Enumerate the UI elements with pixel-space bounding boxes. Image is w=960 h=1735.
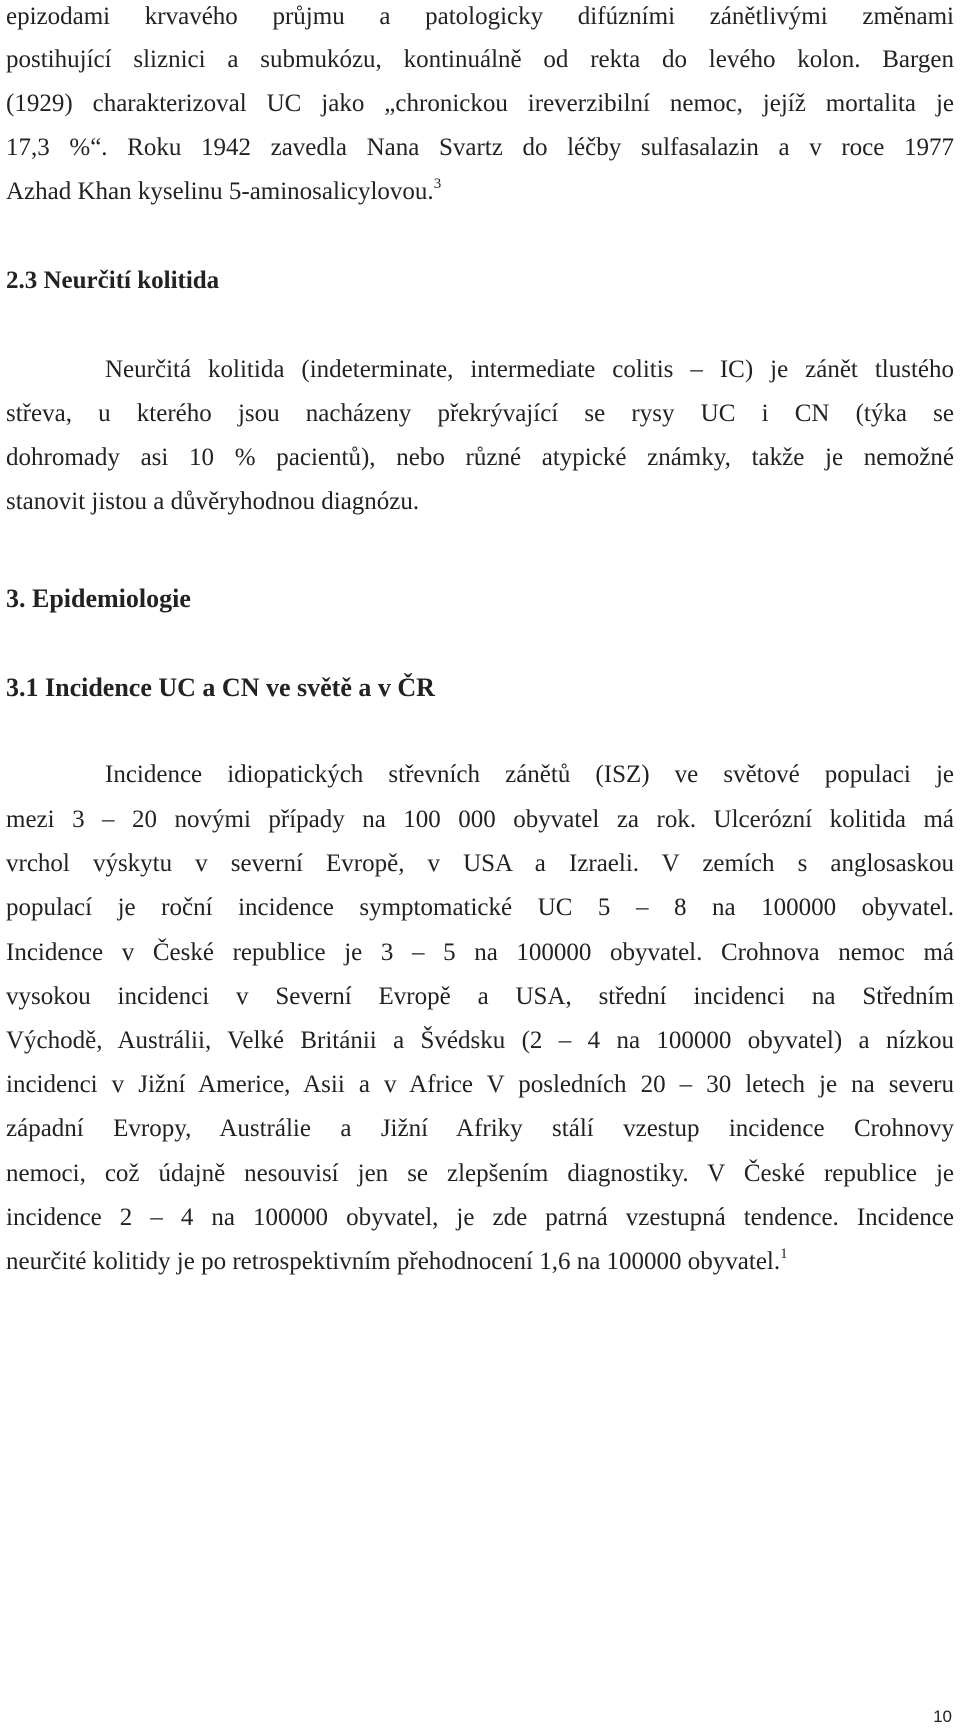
- footnote-ref: 3: [433, 177, 442, 192]
- paragraph-line-last-text: neurčité kolitidy je po retrospektivním přehodnocení 1,6 na 100000 obyvatel.: [6, 1248, 781, 1275]
- paragraph-line: Neurčitá kolitida (indeterminate, intermediate colitis – IC) je zánět tlustého: [105, 356, 954, 383]
- paragraph-line: incidence 2 – 4 na 100000 obyvatel, je zde patrná vzestupná tendence. Incidence: [6, 1204, 954, 1231]
- paragraph-line: incidenci v Jižní Americe, Asii a v Africe V posledních 20 – 30 letech je na severu: [6, 1071, 954, 1098]
- intro-line-5-text: Azhad Khan kyselinu 5-aminosalicylovou.: [6, 178, 434, 205]
- paragraph-line: Incidence idiopatických střevních zánětů (ISZ) ve světové populaci je: [105, 761, 954, 788]
- intro-line-5: [6, 177, 954, 207]
- page-number: 10: [933, 1707, 952, 1726]
- section-heading-3-1: 3.1 Incidence UC a CN ve světě a v ČR: [6, 673, 435, 702]
- paragraph-line: střeva, u kterého jsou nacházeny překrývající se rysy UC i CN (týka se: [6, 400, 954, 427]
- intro-line-3: (1929) charakterizoval UC jako „chronickou ireverzibilní nemoc, jejíž mortalita je: [6, 90, 954, 117]
- paragraph-line: mezi 3 – 20 novými případy na 100 000 obyvatel za rok. Ulcerózní kolitida má: [6, 806, 954, 833]
- paragraph-line: západní Evropy, Austrálie a Jižní Afriky stálí vzestup incidence Crohnovy: [6, 1115, 954, 1142]
- intro-line-1: epizodami krvavého průjmu a patologicky difúzními zánětlivými změnami: [6, 3, 954, 30]
- paragraph-line-last: [6, 1247, 954, 1277]
- intro-line-4: 17,3 %“. Roku 1942 zavedla Nana Svartz do léčby sulfasalazin a v roce 1977: [6, 134, 954, 161]
- paragraph-line: nemoci, což údajně nesouvisí jen se zlepšením diagnostiky. V České republice je: [6, 1160, 954, 1187]
- section-heading-2-3: 2.3 Neurčití kolitida: [6, 267, 220, 294]
- paragraph-line: vysokou incidenci v Severní Evropě a USA, střední incidenci na Středním: [6, 983, 954, 1010]
- paragraph-line: Východě, Austrálii, Velké Británii a Švédsku (2 – 4 na 100000 obyvatel) a nízkou: [6, 1027, 954, 1054]
- section-heading-3: 3. Epidemiologie: [6, 584, 191, 613]
- intro-line-2: postihující sliznici a submukózu, kontinuálně od rekta do levého kolon. Bargen: [6, 46, 954, 73]
- paragraph-line: Incidence v České republice je 3 – 5 na 100000 obyvatel. Crohnova nemoc má: [6, 939, 954, 966]
- paragraph-line: dohromady asi 10 % pacientů), nebo různé atypické známky, takže je nemožné: [6, 444, 954, 471]
- paragraph-line: vrchol výskytu v severní Evropě, v USA a Izraeli. V zemích s anglosaskou: [6, 850, 954, 877]
- paragraph-line: stanovit jistou a důvěryhodnou diagnózu.: [6, 488, 420, 515]
- paragraph-line: populací je roční incidence symptomatické UC 5 – 8 na 100000 obyvatel.: [6, 894, 954, 921]
- footnote-ref: 1: [780, 1247, 788, 1262]
